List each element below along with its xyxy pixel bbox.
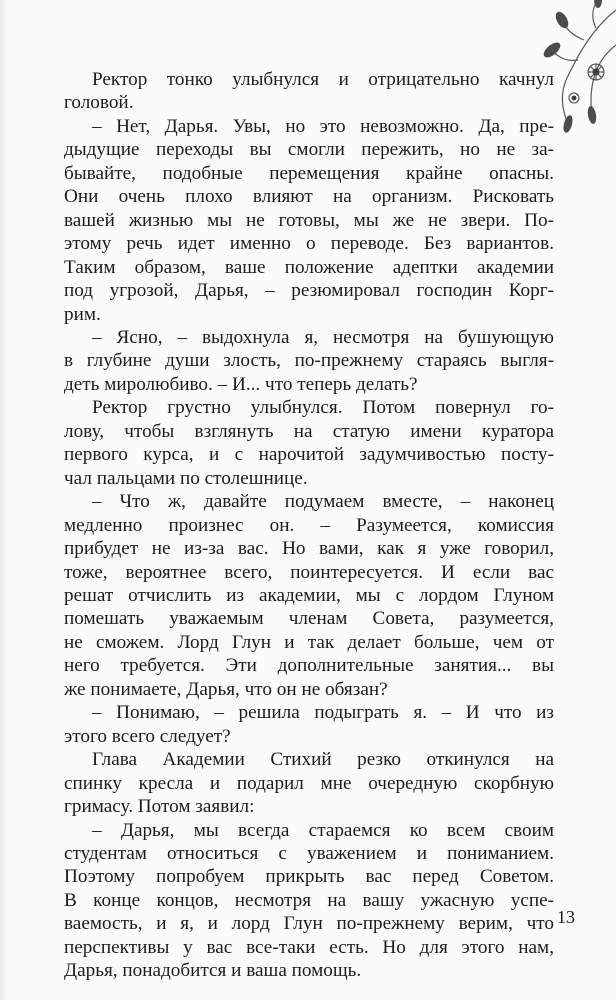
paragraph [64,326,554,396]
text-line: – Понимаю, – решила подыграть я. – И что из [92,702,554,724]
text-line: помешать уважаемым членам Совета, разумеется, [64,608,554,630]
text-line: Ректор грустно улыбнулся. Потом повернул го- [92,397,554,419]
text-line: прибудет не из-за вас. Но вами, как я уже говорил, [64,538,554,560]
text-line: решат отчислить из академии, мы с лордом Глуном [64,584,554,606]
paragraph [64,115,554,326]
text-line: Дарья, понадобится и ваша помощь. [64,960,362,982]
text-line: студентам относиться с уважением и пониманием. [64,842,554,864]
text-line: перспективы у вас все-таки есть. Но для этого нам, [64,936,554,958]
text-line: лову, чтобы взглянуть на статую имени куратора [64,420,554,442]
paragraph [64,819,554,983]
text-line: гримасу. Потом заявил: [64,796,255,818]
text-line: Глава Академии Стихий резко откинулся на [92,749,554,771]
text-line: не сможем. Лорд Глун и так делает больше, чем от [64,631,554,653]
text-line: дыдущие переходы вы смогли пережить, но не за- [64,139,554,161]
text-line: под угрозой, Дарья, – резюмировал господин Корг- [64,280,554,302]
text-line: Поэтому попробуем прикрыть вас перед Советом. [64,866,554,888]
text-line: вашей жизнью мы не готовы, мы же не звери. По- [64,209,554,231]
paragraph [64,748,554,818]
text-line: – Дарья, мы всегда стараемся ко всем своим [92,819,554,841]
page-edge-shadow [0,0,8,1000]
text-line: медленно произнес он. – Разумеется, комиссия [64,514,554,536]
text-line: – Нет, Дарья. Увы, но это невозможно. Да, пре- [92,115,554,137]
text-line: деть миролюбиво. – И... что теперь делать? [64,373,418,395]
paragraph [64,490,554,701]
text-line: спинку кресла и подарил мне очередную скорбную [64,772,554,794]
text-line: головой. [64,92,134,114]
text-line: – Что ж, давайте подумаем вместе, – наконец [92,491,554,513]
book-text [64,68,554,983]
text-line: первого курса, и с нарочитой задумчивостью посту- [64,444,554,466]
text-line: бывайте, подобные перемещения крайне опасны. [64,162,554,184]
paragraph [64,68,554,115]
text-line: этого всего следует? [64,725,231,747]
text-line: него требуется. Эти дополнительные занятия... вы [64,655,554,677]
text-line: В конце концов, несмотря на вашу ужасную успе- [64,889,554,911]
text-line: чал пальцами по столешнице. [64,467,308,489]
text-line: Они очень плохо влияют на организм. Рисковать [64,186,554,208]
text-line: – Ясно, – выдохнула я, несмотря на бушующую [92,326,554,348]
page-number: 13 [557,907,575,927]
text-line: в глубине души злость, по-прежнему стараясь выгля- [64,350,554,372]
text-line: Таким образом, ваше положение адептки академии [64,256,554,278]
text-line: этому речь идет именно о переводе. Без вариантов. [64,233,554,255]
paragraph [64,396,554,490]
text-line: ваемость, и я, и лорд Глун по-прежнему верим, что [64,913,554,935]
text-line: рим. [64,303,101,325]
text-line: же понимаете, Дарья, что он не обязан? [64,678,388,700]
text-line: Ректор тонко улыбнулся и отрицательно качнул [92,69,554,90]
paragraph [64,701,554,748]
text-line: тоже, вероятнее всего, поинтересуется. И если вас [64,561,554,583]
